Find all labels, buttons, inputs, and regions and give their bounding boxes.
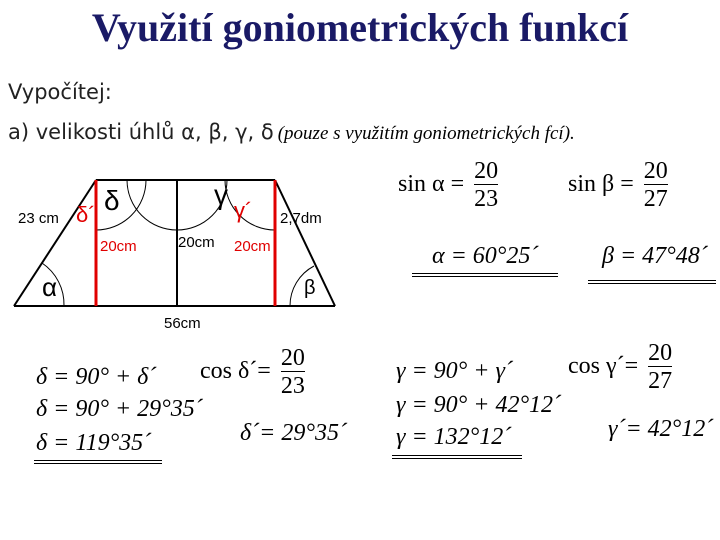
task-line <box>8 120 575 145</box>
gamma-prime-result: γ´= 42°12´ <box>608 416 714 442</box>
cos-gamma-equation <box>568 340 672 395</box>
task-note: (pouze s využitím goniometrických fcí). <box>277 123 575 144</box>
gamma-label: γ <box>214 179 228 210</box>
cos-delta-lhs: cos δ´= <box>200 358 271 385</box>
gamma-result-underline <box>392 455 522 459</box>
alpha-result: α = 60°25´ <box>432 243 539 269</box>
cos-gamma-fraction <box>648 340 672 395</box>
delta-line-1: δ = 90° + δ´ <box>36 364 157 390</box>
delta-label: δ <box>104 185 120 216</box>
cos-gamma-num: 20 <box>648 340 673 366</box>
beta-label: β <box>304 277 316 299</box>
sin-beta-equation <box>568 158 668 213</box>
gamma-line-2: γ = 90° + 42°12´ <box>396 392 562 418</box>
gamma-line-3: γ = 132°12´ <box>396 424 512 450</box>
sin-beta-lhs: sin β = <box>568 171 634 198</box>
alpha-result-underline <box>412 273 558 277</box>
page-title: Využití goniometrických funkcí <box>91 5 629 50</box>
base-label: 56cm <box>164 315 201 332</box>
task-intro: Vypočítej: <box>8 80 112 104</box>
delta-line-2: δ = 90° + 29°35´ <box>36 396 203 422</box>
right-side-label: 2,7dm <box>280 210 322 227</box>
cos-delta-equation <box>200 345 305 400</box>
sin-alpha-den: 23 <box>474 186 499 212</box>
cos-gamma-lhs: cos γ´= <box>568 353 639 380</box>
gamma-line-1: γ = 90° + γ´ <box>396 358 513 384</box>
sin-alpha-equation <box>398 158 498 213</box>
cos-gamma-den: 27 <box>648 368 673 394</box>
height-right-label: 20cm <box>234 238 271 255</box>
gamma-prime-label: γ´ <box>234 198 253 223</box>
sin-alpha-num: 20 <box>474 158 499 184</box>
cos-delta-num: 20 <box>280 345 305 371</box>
task-angles: a) velikosti úhlů α, β, γ, δ <box>8 120 274 144</box>
delta-prime-label: δ´ <box>76 202 96 227</box>
height-mid-label: 20cm <box>178 234 215 251</box>
cos-delta-den: 23 <box>280 373 305 399</box>
beta-result-underline <box>588 280 716 284</box>
sin-beta-den: 27 <box>643 186 668 212</box>
delta-line-3: δ = 119°35´ <box>36 430 152 456</box>
sin-alpha-fraction <box>474 158 498 213</box>
delta-result-underline <box>34 460 162 464</box>
alpha-label: α <box>42 272 58 302</box>
beta-result: β = 47°48´ <box>602 243 708 269</box>
height-left-label: 20cm <box>100 238 137 255</box>
sin-beta-fraction <box>644 158 668 213</box>
trapezoid-figure <box>0 160 350 335</box>
delta-prime-result: δ´= 29°35´ <box>240 420 347 446</box>
sin-alpha-lhs: sin α = <box>398 171 465 198</box>
left-side-label: 23 cm <box>18 210 59 227</box>
cos-delta-fraction <box>281 345 305 400</box>
sin-beta-num: 20 <box>643 158 668 184</box>
delta-arc-inner <box>127 180 177 230</box>
